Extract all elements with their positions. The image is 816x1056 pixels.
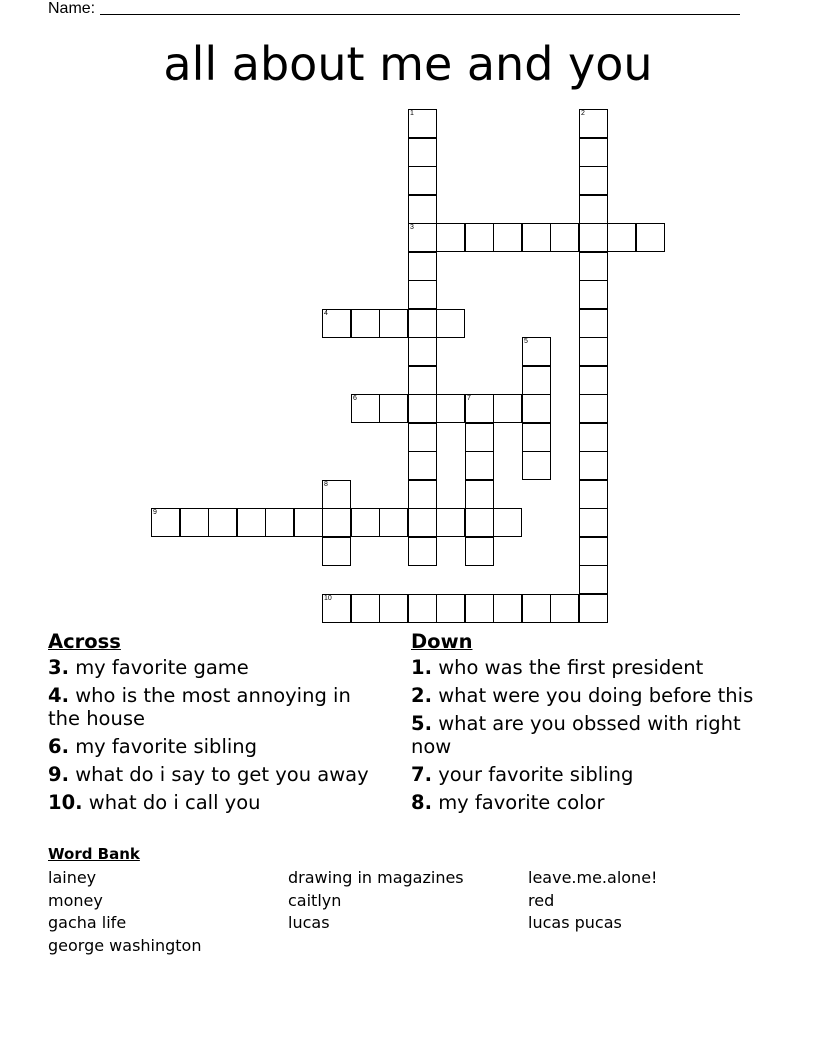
word-bank-item: george washington: [48, 936, 202, 955]
clue-text: what do i say to get you away: [75, 763, 369, 786]
word-bank-item: lainey: [48, 868, 97, 887]
crossword-cell[interactable]: [465, 480, 494, 509]
crossword-cell[interactable]: [436, 223, 465, 252]
clue-number: 5.: [411, 712, 432, 735]
crossword-cell[interactable]: [151, 508, 180, 537]
crossword-cell[interactable]: [579, 138, 608, 167]
down-clue: [411, 791, 761, 814]
crossword-cell[interactable]: [379, 594, 408, 623]
crossword-cell[interactable]: [379, 394, 408, 423]
crossword-cell[interactable]: [522, 223, 551, 252]
down-clue: [411, 656, 761, 679]
clue-text: your favorite sibling: [438, 763, 634, 786]
crossword-cell[interactable]: [522, 337, 551, 366]
crossword-cell[interactable]: [351, 508, 380, 537]
crossword-cell[interactable]: [322, 480, 351, 509]
crossword-cell[interactable]: [522, 366, 551, 395]
cell-number: 3: [410, 224, 414, 231]
clue-text: what are you obssed with right now: [411, 712, 741, 758]
clue-number: 4.: [48, 684, 69, 707]
crossword-cell[interactable]: [408, 537, 437, 566]
word-bank-item: lucas pucas: [528, 913, 622, 932]
crossword-cell[interactable]: [579, 366, 608, 395]
clue-text: my favorite game: [75, 656, 249, 679]
page-title: all about me and you: [163, 37, 653, 91]
crossword-cell[interactable]: [550, 223, 579, 252]
crossword-cell[interactable]: [408, 309, 437, 338]
crossword-cell[interactable]: [322, 537, 351, 566]
down-clue: [411, 712, 761, 758]
crossword-cell[interactable]: [408, 508, 437, 537]
cell-number: 6: [353, 395, 357, 402]
cell-number: 2: [581, 110, 585, 117]
word-bank-title: Word Bank: [48, 845, 140, 863]
crossword-cell[interactable]: [436, 309, 465, 338]
word-bank-item: gacha life: [48, 913, 127, 932]
clue-number: 6.: [48, 735, 69, 758]
across-clues: [48, 628, 378, 819]
crossword-cell[interactable]: [465, 394, 494, 423]
crossword-cell[interactable]: [436, 594, 465, 623]
crossword-cell[interactable]: [322, 309, 351, 338]
crossword-cell[interactable]: [579, 337, 608, 366]
crossword-cell[interactable]: [579, 594, 608, 623]
word-bank-item: red: [528, 891, 555, 910]
clue-text: who is the most annoying in the house: [48, 684, 351, 730]
clue-text: what do i call you: [88, 791, 261, 814]
crossword-cell[interactable]: [579, 166, 608, 195]
clue-text: who was the first president: [438, 656, 704, 679]
crossword-cell[interactable]: [408, 480, 437, 509]
cell-number: 10: [324, 595, 332, 602]
crossword-cell[interactable]: [436, 508, 465, 537]
crossword-cell[interactable]: [322, 594, 351, 623]
crossword-cell[interactable]: [408, 451, 437, 480]
crossword-cell[interactable]: [522, 394, 551, 423]
crossword-cell[interactable]: [408, 366, 437, 395]
across-clue: [48, 735, 378, 758]
crossword-cell[interactable]: [408, 594, 437, 623]
crossword-cell[interactable]: [265, 508, 294, 537]
crossword-cell[interactable]: [465, 223, 494, 252]
crossword-cell[interactable]: [379, 309, 408, 338]
crossword-cell[interactable]: [579, 280, 608, 309]
crossword-cell[interactable]: [465, 423, 494, 452]
crossword-cell[interactable]: [408, 280, 437, 309]
crossword-cell[interactable]: [579, 394, 608, 423]
cell-number: 9: [153, 509, 157, 516]
crossword-cell[interactable]: [237, 508, 266, 537]
crossword-cell[interactable]: [579, 195, 608, 224]
crossword-cell[interactable]: [436, 394, 465, 423]
crossword-cell[interactable]: [550, 594, 579, 623]
crossword-cell[interactable]: [408, 138, 437, 167]
crossword-cell[interactable]: [493, 394, 522, 423]
crossword-cell[interactable]: [408, 195, 437, 224]
crossword-cell[interactable]: [408, 166, 437, 195]
crossword-cell[interactable]: [408, 423, 437, 452]
crossword-cell[interactable]: [579, 565, 608, 594]
crossword-cell[interactable]: [408, 337, 437, 366]
crossword-cell[interactable]: [294, 508, 323, 537]
crossword-cell[interactable]: [408, 109, 437, 138]
cell-number: 8: [324, 481, 328, 488]
crossword-cell[interactable]: [465, 594, 494, 623]
word-bank-item: lucas: [288, 913, 330, 932]
clue-number: 1.: [411, 656, 432, 679]
word-bank-item: money: [48, 891, 103, 910]
across-clue: [48, 763, 378, 786]
cell-number: 1: [410, 110, 414, 117]
clue-number: 10.: [48, 791, 83, 814]
crossword-cell[interactable]: [579, 537, 608, 566]
down-heading: Down: [411, 630, 473, 653]
crossword-cell[interactable]: [351, 394, 380, 423]
name-label: Name:: [48, 0, 96, 17]
crossword-cell[interactable]: [351, 594, 380, 623]
crossword-cell[interactable]: [408, 394, 437, 423]
across-clue: [48, 684, 378, 730]
cell-number: 4: [324, 310, 328, 317]
crossword-cell[interactable]: [408, 252, 437, 281]
clue-number: 7.: [411, 763, 432, 786]
clue-text: what were you doing before this: [438, 684, 754, 707]
crossword-cell[interactable]: [493, 508, 522, 537]
word-bank-item: drawing in magazines: [288, 868, 464, 887]
crossword-cell[interactable]: [351, 309, 380, 338]
crossword-cell[interactable]: [579, 508, 608, 537]
crossword-cell[interactable]: [579, 223, 608, 252]
cell-number: 7: [467, 395, 471, 402]
crossword-cell[interactable]: [607, 223, 636, 252]
cell-number: 5: [524, 338, 528, 345]
clue-number: 9.: [48, 763, 69, 786]
down-clue: [411, 763, 761, 786]
crossword-cell[interactable]: [493, 223, 522, 252]
crossword-cell[interactable]: [322, 508, 351, 537]
down-clue: [411, 684, 761, 707]
word-bank-item: caitlyn: [288, 891, 342, 910]
clue-text: my favorite sibling: [75, 735, 258, 758]
clue-number: 8.: [411, 791, 432, 814]
crossword-cell[interactable]: [180, 508, 209, 537]
clue-number: 3.: [48, 656, 69, 679]
crossword-cell[interactable]: [579, 109, 608, 138]
crossword-cell[interactable]: [579, 480, 608, 509]
word-bank-item: leave.me.alone!: [528, 868, 658, 887]
crossword-cell[interactable]: [579, 451, 608, 480]
crossword-cell[interactable]: [522, 423, 551, 452]
crossword-cell[interactable]: [579, 309, 608, 338]
crossword-cell[interactable]: [465, 508, 494, 537]
crossword-cell[interactable]: [379, 508, 408, 537]
crossword-cell[interactable]: [579, 423, 608, 452]
clue-text: my favorite color: [438, 791, 605, 814]
across-clue: [48, 656, 378, 679]
crossword-cell[interactable]: [465, 537, 494, 566]
crossword-cell[interactable]: [579, 252, 608, 281]
crossword-cell[interactable]: [522, 594, 551, 623]
crossword-cell[interactable]: [636, 223, 665, 252]
clue-number: 2.: [411, 684, 432, 707]
crossword-cell[interactable]: [465, 451, 494, 480]
crossword-cell[interactable]: [522, 451, 551, 480]
across-clue: [48, 791, 378, 814]
down-clues: [411, 628, 761, 819]
crossword-cell[interactable]: [208, 508, 237, 537]
crossword-cell[interactable]: [493, 594, 522, 623]
crossword-cell[interactable]: [408, 223, 437, 252]
across-heading: Across: [48, 630, 121, 653]
